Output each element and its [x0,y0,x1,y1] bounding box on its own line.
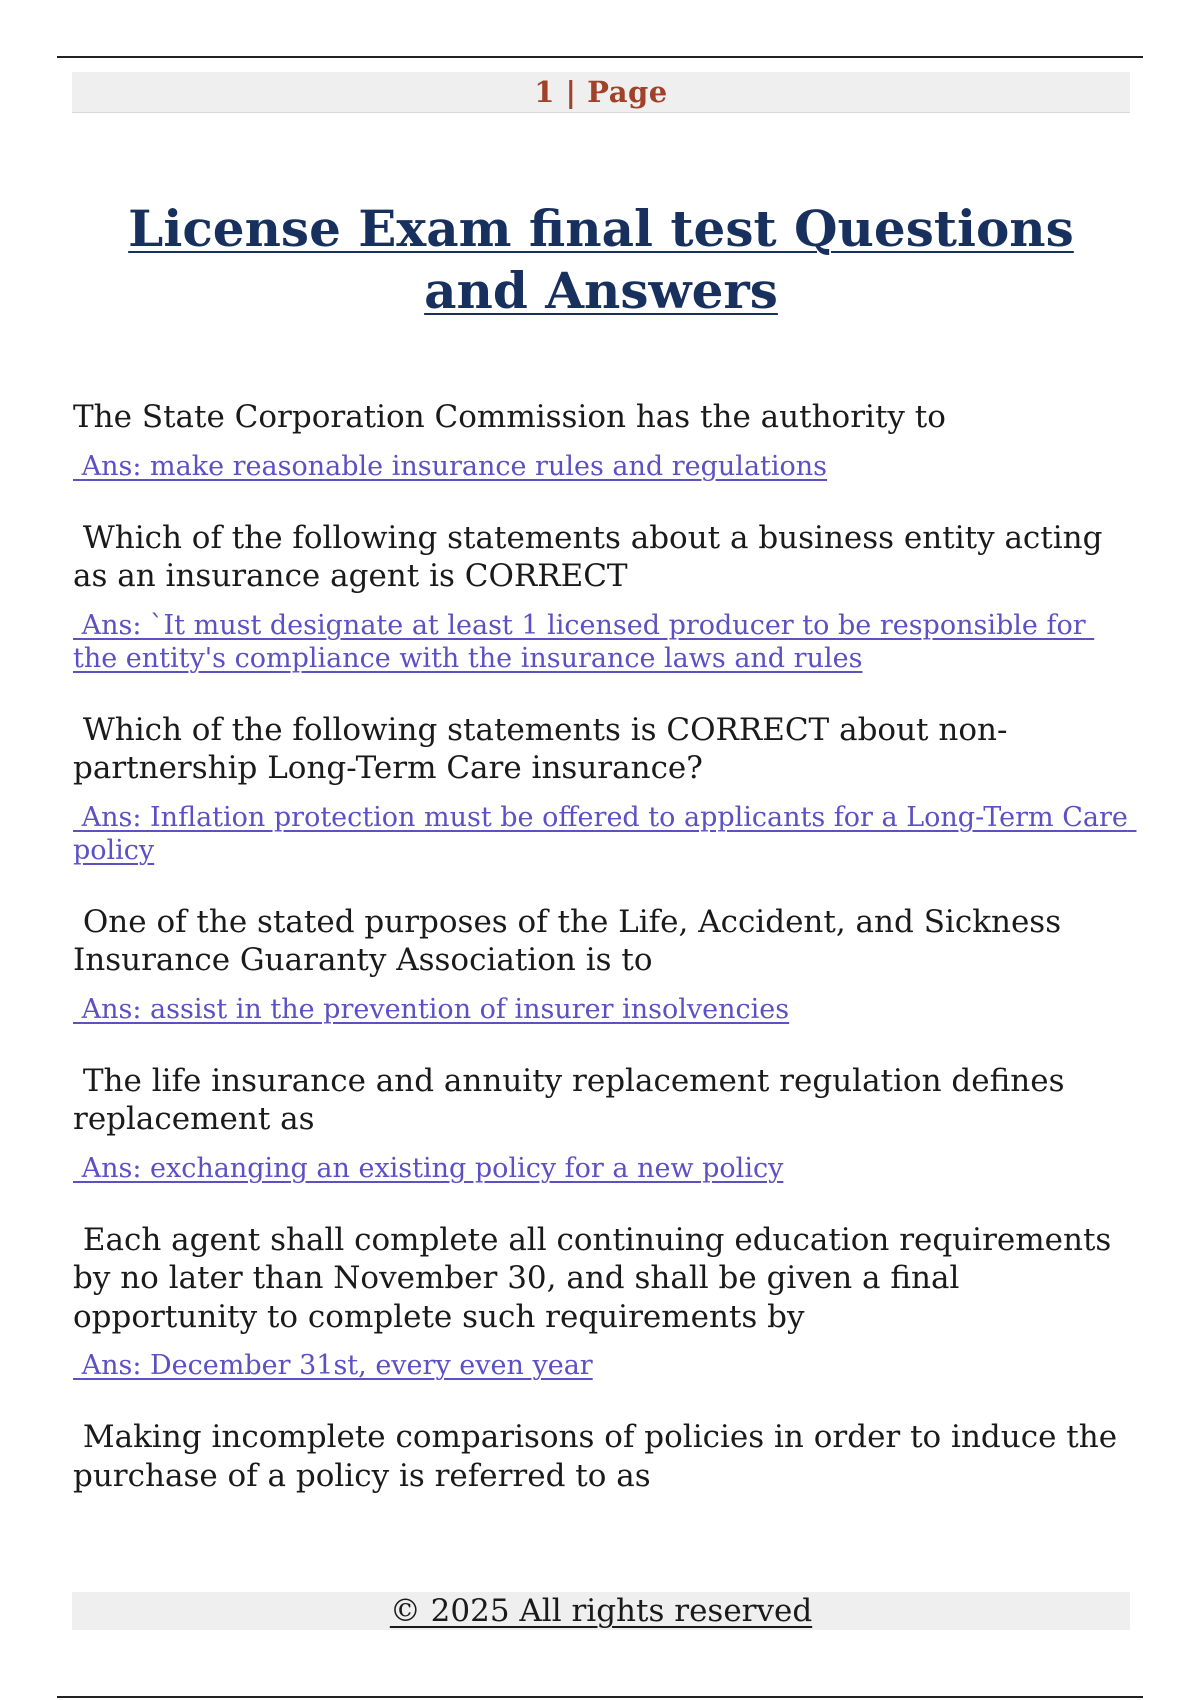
question-text: Each agent shall complete all continuing education requirements by no later than November 30, and shall be given a final opportunity to complete such requirements by [73,1221,1122,1335]
answer-link[interactable]: Ans: exchanging an existing policy for a new policy [73,1152,784,1184]
question-text: Making incomplete comparisons of policies in order to induce the purchase of a policy is referred to as [73,1419,1127,1494]
qa-item [73,1418,1133,1495]
question-text: Which of the following statements about a business entity acting as an insurance agent is CORRECT [73,519,1113,594]
top-rule [57,56,1143,58]
question-text: Which of the following statements is CORRECT about non-partnership Long-Term Care insurance? [73,711,1008,786]
question-text: One of the stated purposes of the Life, Accident, and Sickness Insurance Guaranty Association is to [73,903,1071,978]
bottom-rule [57,1696,1143,1698]
copyright-notice: © 2025 All rights reserved [389,1593,813,1629]
question-text: The life insurance and annuity replacement regulation defines replacement as [73,1062,1075,1137]
answer-link[interactable]: Ans: December 31st, every even year [73,1350,593,1381]
page-footer [72,1592,1130,1630]
answer-link[interactable]: Ans: assist in the prevention of insurer insolvencies [73,993,790,1025]
page-header [72,72,1130,113]
qa-list [73,398,1137,1495]
qa-item [73,519,1133,675]
qa-item [73,1062,1133,1185]
qa-item [73,711,1137,867]
qa-item [73,398,1133,483]
page-number-label: 1 | Page [534,75,668,109]
answer-link[interactable]: Ans: `It must designate at least 1 licensed producer to be responsible for the entity's compliance with the insurance laws and rules [73,609,1095,674]
question-text: The State Corporation Commission has the authority to [73,399,946,435]
qa-item [73,903,1133,1026]
answer-link[interactable]: Ans: make reasonable insurance rules and regulations [73,450,828,482]
qa-item [73,1221,1133,1383]
document-title: License Exam final test Questions and Answers [128,199,1074,320]
answer-link[interactable]: Ans: Inflation protection must be offered to applicants for a Long-Term Care policy [73,801,1137,866]
